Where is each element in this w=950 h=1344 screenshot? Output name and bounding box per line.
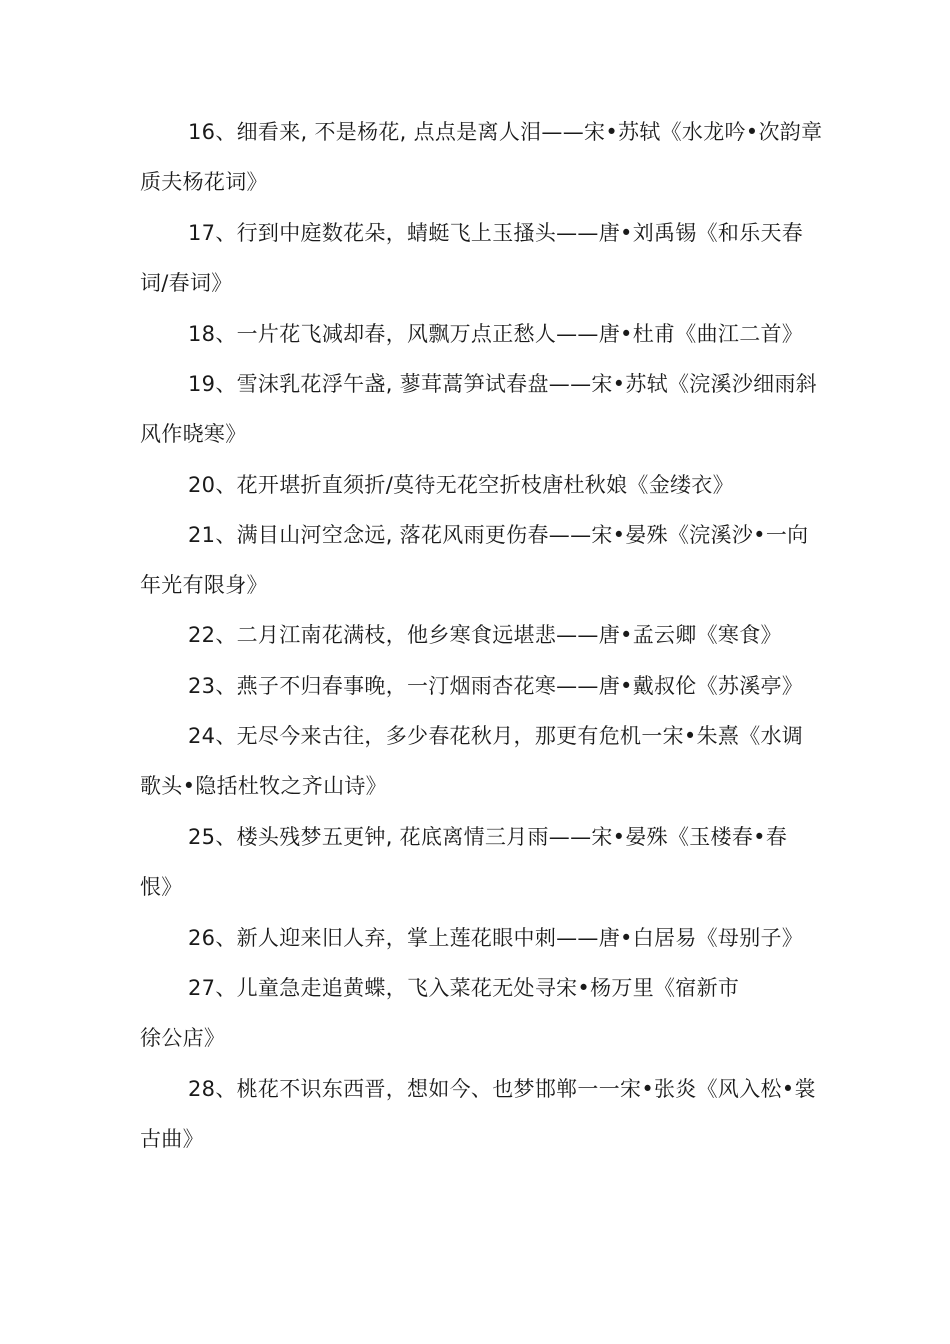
poem-entry-28 [140,1064,820,1164]
poem-entry-23 [140,661,820,711]
poem-entry-22 [140,610,820,660]
poem-entry-25 [140,812,820,912]
entry-line: 19、雪沫乳花浮午盏, 蓼茸蒿笋试春盘——宋•苏轼《浣溪沙细雨斜 [188,372,818,396]
entry-line: 23、燕子不归春事晚，一汀烟雨杏花寒——唐•戴叔伦《苏溪亭》 [188,674,804,698]
entry-line: 17、行到中庭数花朵，蜻蜓飞上玉搔头——唐•刘禹锡《和乐天春 [188,221,804,245]
poem-entry-27 [140,963,820,1063]
entry-line: 24、无尽今来古往，多少春花秋月，那更有危机一宋•朱熹《水调 [188,724,804,748]
entry-line: 26、新人迎来旧人弃，掌上莲花眼中刺——唐•白居易《母别子》 [188,926,804,950]
poem-entry-20 [140,460,820,510]
entry-line: 27、儿童急走追黄蝶，飞入菜花无处寻宋•杨万里《宿新市 [188,976,740,1000]
entry-line-continued: 质夫杨花词》 [140,170,268,194]
poem-entry-24 [140,711,820,811]
poem-entry-26 [140,913,820,963]
entry-line: 20、花开堪折直须折/莫待无花空折枝唐杜秋娘《金缕衣》 [188,473,734,497]
entry-line-continued: 徐公店》 [140,1026,226,1050]
poem-entry-19 [140,359,820,459]
entry-line-continued: 歌头•隐括杜牧之齐山诗》 [140,774,387,798]
poem-entry-17 [140,208,820,308]
entry-line: 18、一片花飞减却春，风飘万点正愁人——唐•杜甫《曲江二首》 [188,322,804,346]
poem-entry-21 [140,510,820,610]
entry-line-continued: 词/春词》 [140,271,233,295]
entry-line: 22、二月江南花满枝，他乡寒食远堪悲——唐•孟云卿《寒食》 [188,623,782,647]
entry-line-continued: 恨》 [140,875,183,899]
entry-line-continued: 古曲》 [140,1127,204,1151]
entry-line: 25、楼头残梦五更钟, 花底离情三月雨——宋•晏殊《玉楼春•春 [188,825,788,849]
entry-line-continued: 风作晓寒》 [140,422,247,446]
entry-line: 16、细看来, 不是杨花, 点点是离人泪——宋•苏轼《水龙吟•次韵章 [188,120,823,144]
entry-line-continued: 年光有限身》 [140,573,268,597]
poem-entry-16 [140,107,823,207]
entry-line: 28、桃花不识东西晋，想如今、也梦邯郸一一宋•张炎《风入松•裳 [188,1077,816,1101]
entry-line: 21、满目山河空念远, 落花风雨更伤春——宋•晏殊《浣溪沙•一向 [188,523,809,547]
poem-entry-18 [140,309,820,359]
